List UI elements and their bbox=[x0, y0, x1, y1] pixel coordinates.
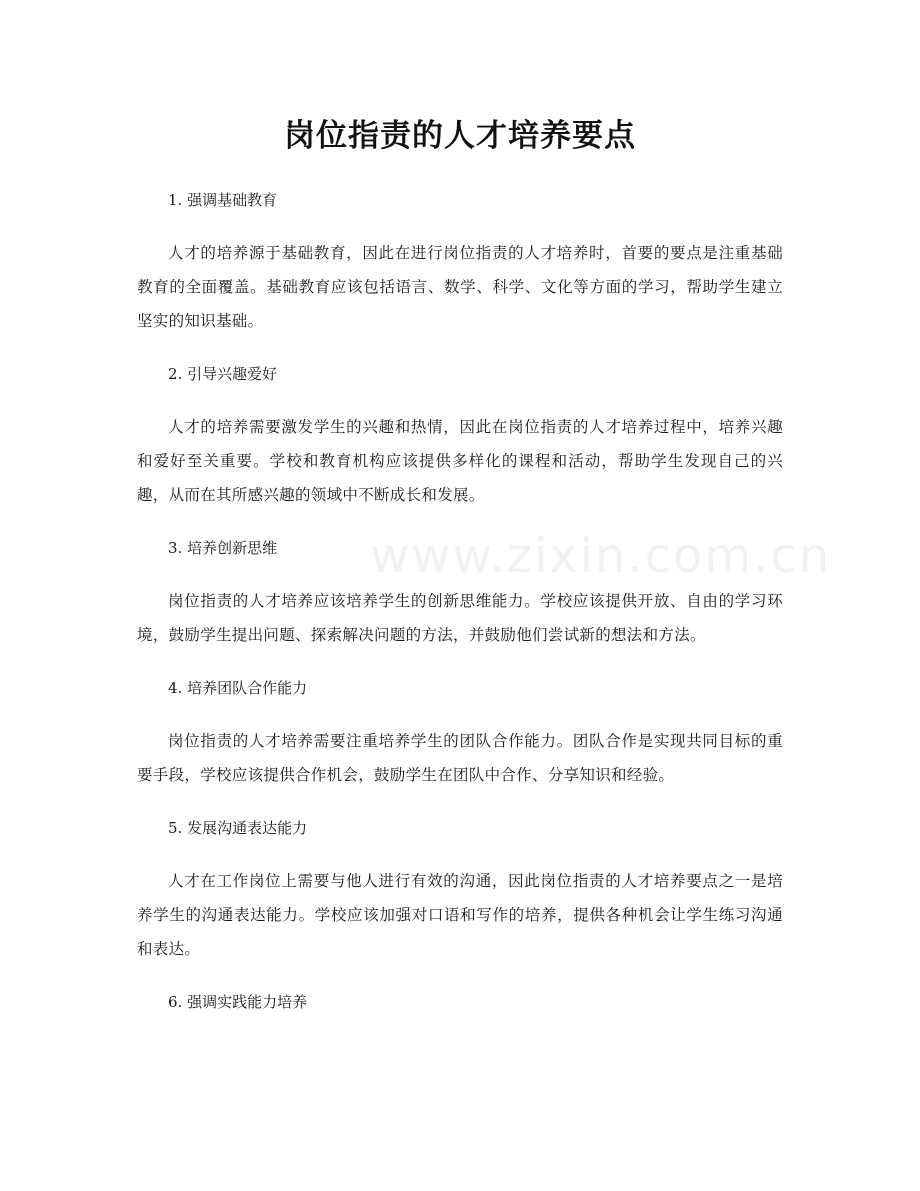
section-paragraph-4: 岗位指责的人才培养需要注重培养学生的团队合作能力。团队合作是实现共同目标的重要手段，学校应该提供合作机会，鼓励学生在团队中合作、分享知识和经验。 bbox=[137, 732, 783, 784]
spacer bbox=[137, 792, 783, 814]
section-heading-5: 5. 发展沟通表达能力 bbox=[168, 819, 308, 837]
section-heading-2: 2. 引导兴趣爱好 bbox=[168, 365, 278, 383]
section-paragraph-5: 人才在工作岗位上需要与他人进行有效的沟通，因此岗位指责的人才培养要点之一是培养学生的沟通表达能力。学校应该加强对口语和写作的培养，提供各种机会让学生练习沟通和表达。 bbox=[137, 872, 783, 958]
watermark-text: www.zixin.com.cn bbox=[370, 528, 832, 584]
document-body bbox=[137, 186, 783, 1016]
spacer bbox=[137, 702, 783, 724]
section-paragraph-1: 人才的培养源于基础教育，因此在进行岗位指责的人才培养时，首要的要点是注重基础教育的全面覆盖。基础教育应该包括语言、数学、科学、文化等方面的学习，帮助学生建立坚实的知识基础。 bbox=[137, 244, 783, 330]
spacer bbox=[137, 966, 783, 988]
spacer bbox=[137, 842, 783, 864]
spacer bbox=[137, 214, 783, 236]
spacer bbox=[137, 652, 783, 674]
section-heading-6: 6. 强调实践能力培养 bbox=[168, 993, 308, 1011]
section-heading-4: 4. 培养团队合作能力 bbox=[168, 679, 308, 697]
section-paragraph-2: 人才的培养需要激发学生的兴趣和热情，因此在岗位指责的人才培养过程中，培养兴趣和爱好至关重要。学校和教育机构应该提供多样化的课程和活动，帮助学生发现自己的兴趣，从而在其所感兴趣的领域中不断成长和发展。 bbox=[137, 418, 783, 504]
spacer bbox=[137, 388, 783, 410]
spacer bbox=[137, 338, 783, 360]
spacer bbox=[137, 512, 783, 534]
section-paragraph-3: 岗位指责的人才培养应该培养学生的创新思维能力。学校应该提供开放、自由的学习环境，鼓励学生提出问题、探索解决问题的方法，并鼓励他们尝试新的想法和方法。 bbox=[137, 592, 783, 644]
page-title: 岗位指责的人才培养要点 bbox=[284, 118, 636, 154]
section-heading-1: 1. 强调基础教育 bbox=[168, 191, 278, 209]
section-heading-3: 3. 培养创新思维 bbox=[168, 539, 278, 557]
spacer bbox=[137, 562, 783, 584]
